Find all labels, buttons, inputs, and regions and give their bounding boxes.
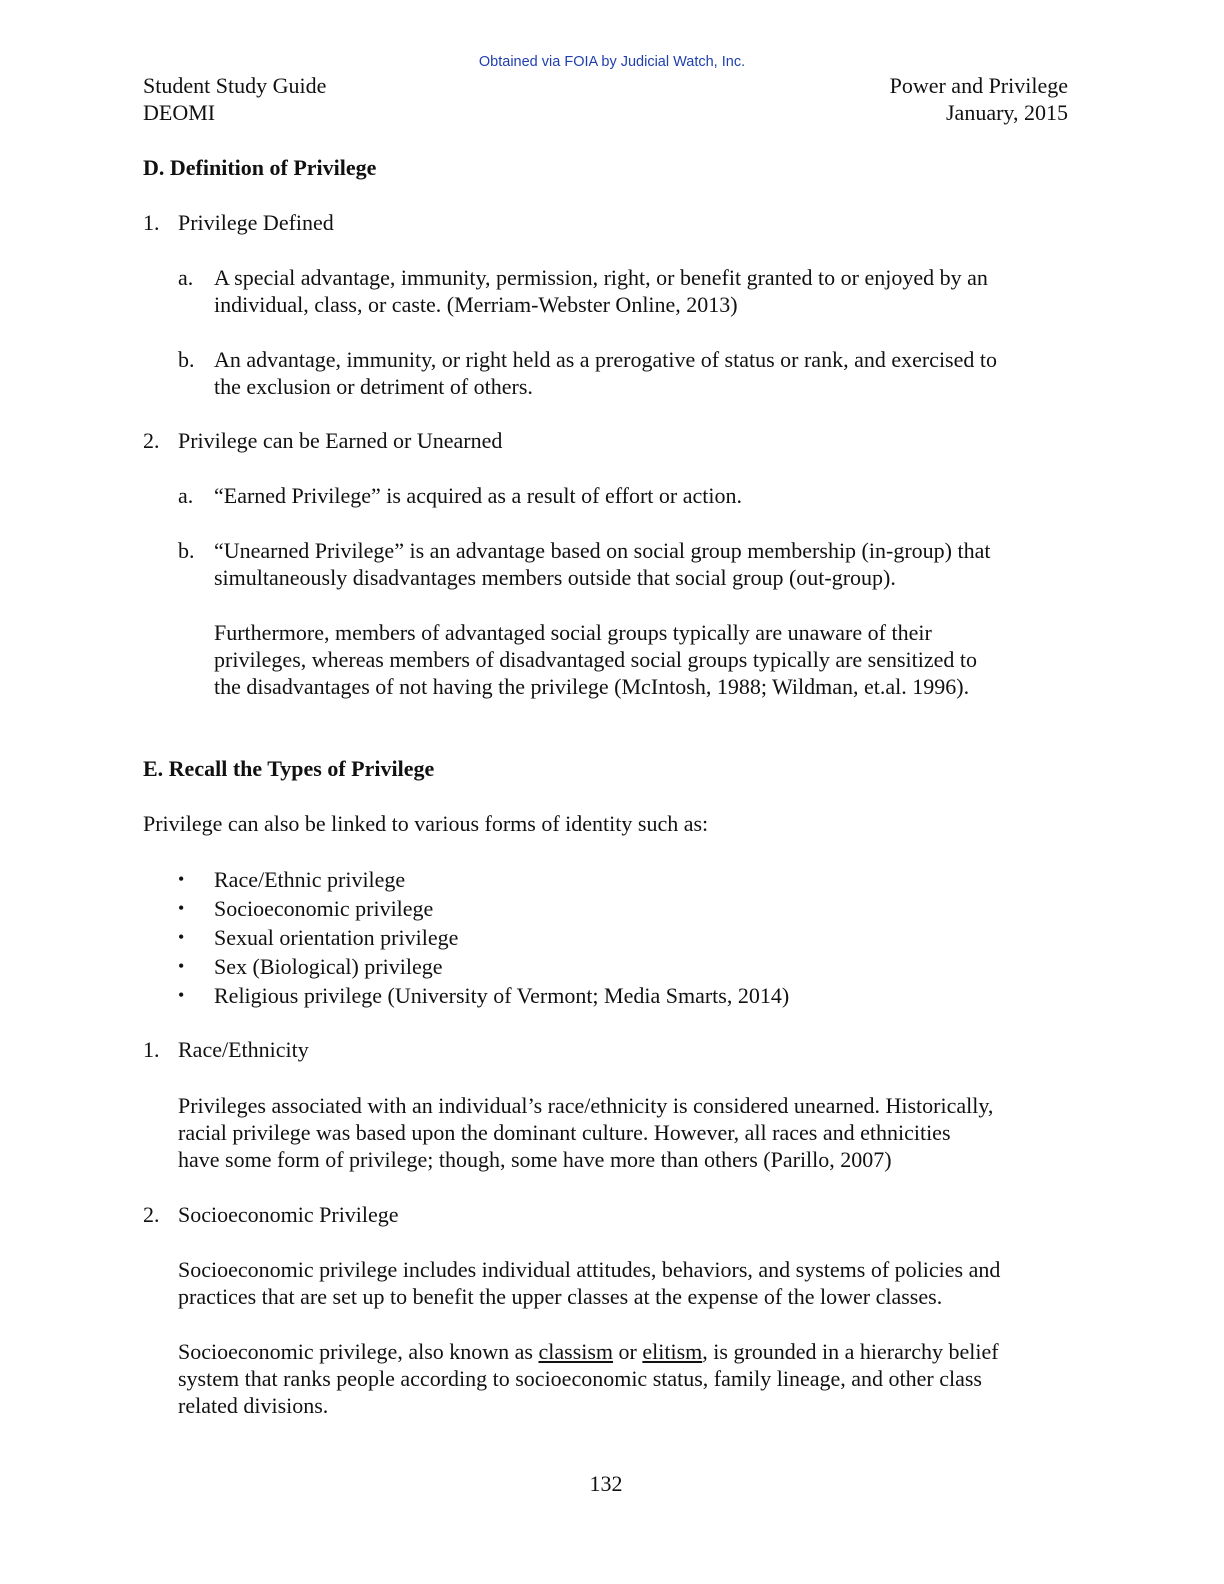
e2-p2-line3: related divisions. xyxy=(178,1393,329,1418)
d2-number: 2. xyxy=(143,428,160,453)
bullet-item: Socioeconomic privilege xyxy=(214,896,434,921)
bullet-dot: • xyxy=(178,985,185,1005)
e2-number: 2. xyxy=(143,1202,160,1227)
bullet-dot: • xyxy=(178,956,185,976)
header-left-line2: DEOMI xyxy=(143,100,216,125)
bullet-dot: • xyxy=(178,898,185,918)
foia-watermark: Obtained via FOIA by Judicial Watch, Inc. xyxy=(478,54,746,70)
classism-term: classism xyxy=(538,1339,614,1364)
d1-number: 1. xyxy=(143,210,160,235)
e1-number: 1. xyxy=(143,1037,160,1062)
e2-p1-line1: Socioeconomic privilege includes individual attitudes, behaviors, and systems of policies and xyxy=(178,1257,1001,1282)
bullet-item: Race/Ethnic privilege xyxy=(214,867,406,892)
e2-p2-line2: system that ranks people according to socioeconomic status, family lineage, and other class xyxy=(178,1366,982,1391)
e1-line2: racial privilege was based upon the dominant culture. However, all races and ethnicities xyxy=(178,1120,951,1145)
e2-title: Socioeconomic Privilege xyxy=(178,1202,399,1227)
d1a-line1: A special advantage, immunity, permission, right, or benefit granted to or enjoyed by an xyxy=(214,265,988,290)
e2-p2-text-b: , is grounded in a hierarchy belief xyxy=(702,1339,999,1364)
e2-p2-text-or: or xyxy=(613,1339,643,1364)
bullet-dot: • xyxy=(178,869,185,889)
page-number: 132 xyxy=(589,1471,623,1496)
d2b-line1: “Unearned Privilege” is an advantage based on social group membership (in-group) that xyxy=(214,538,991,563)
section-e-heading: E. Recall the Types of Privilege xyxy=(143,756,435,781)
d1b-label: b. xyxy=(178,347,195,372)
e2-p2-text-a: Socioeconomic privilege, also known as xyxy=(178,1339,539,1364)
d2b-label: b. xyxy=(178,538,195,563)
header-right-line1: Power and Privilege xyxy=(889,73,1068,98)
bullet-dot: • xyxy=(178,927,185,947)
d2b-para-line1: Furthermore, members of advantaged social groups typically are unaware of their xyxy=(214,620,932,645)
bullet-item: Sexual orientation privilege xyxy=(214,925,459,950)
e1-title: Race/Ethnicity xyxy=(178,1037,309,1062)
d2a-label: a. xyxy=(178,483,194,508)
header-left-line1: Student Study Guide xyxy=(143,73,327,98)
bullet-item: Sex (Biological) privilege xyxy=(214,954,443,979)
d1a-label: a. xyxy=(178,265,194,290)
d1-title: Privilege Defined xyxy=(178,210,334,235)
header-right-line2: January, 2015 xyxy=(946,100,1068,125)
bullet-item: Religious privilege (University of Vermont; Media Smarts, 2014) xyxy=(214,983,790,1008)
d1b-line2: the exclusion or detriment of others. xyxy=(214,374,533,399)
d2-title: Privilege can be Earned or Unearned xyxy=(178,428,503,453)
d2b-line2: simultaneously disadvantages members outside that social group (out-group). xyxy=(214,565,896,590)
e1-line1: Privileges associated with an individual’s race/ethnicity is considered unearned. Historically, xyxy=(178,1093,994,1118)
section-e-intro: Privilege can also be linked to various forms of identity such as: xyxy=(143,811,709,836)
d1a-line2: individual, class, or caste. (Merriam-Webster Online, 2013) xyxy=(214,292,738,317)
e1-line3: have some form of privilege; though, some have more than others (Parillo, 2007) xyxy=(178,1147,892,1172)
d1b-line1: An advantage, immunity, or right held as a prerogative of status or rank, and exercised to xyxy=(214,347,997,372)
d2b-para-line3: the disadvantages of not having the privilege (McIntosh, 1988; Wildman, et.al. 1996). xyxy=(214,674,970,699)
d2a-line1: “Earned Privilege” is acquired as a result of effort or action. xyxy=(214,483,742,508)
elitism-term: elitism xyxy=(642,1339,703,1364)
d2b-para-line2: privileges, whereas members of disadvantaged social groups typically are sensitized to xyxy=(214,647,978,672)
section-d-heading: D. Definition of Privilege xyxy=(143,155,377,180)
e2-p1-line2: practices that are set up to benefit the upper classes at the expense of the lower classes. xyxy=(178,1284,943,1309)
e2-p2-line1 xyxy=(178,1338,999,1365)
